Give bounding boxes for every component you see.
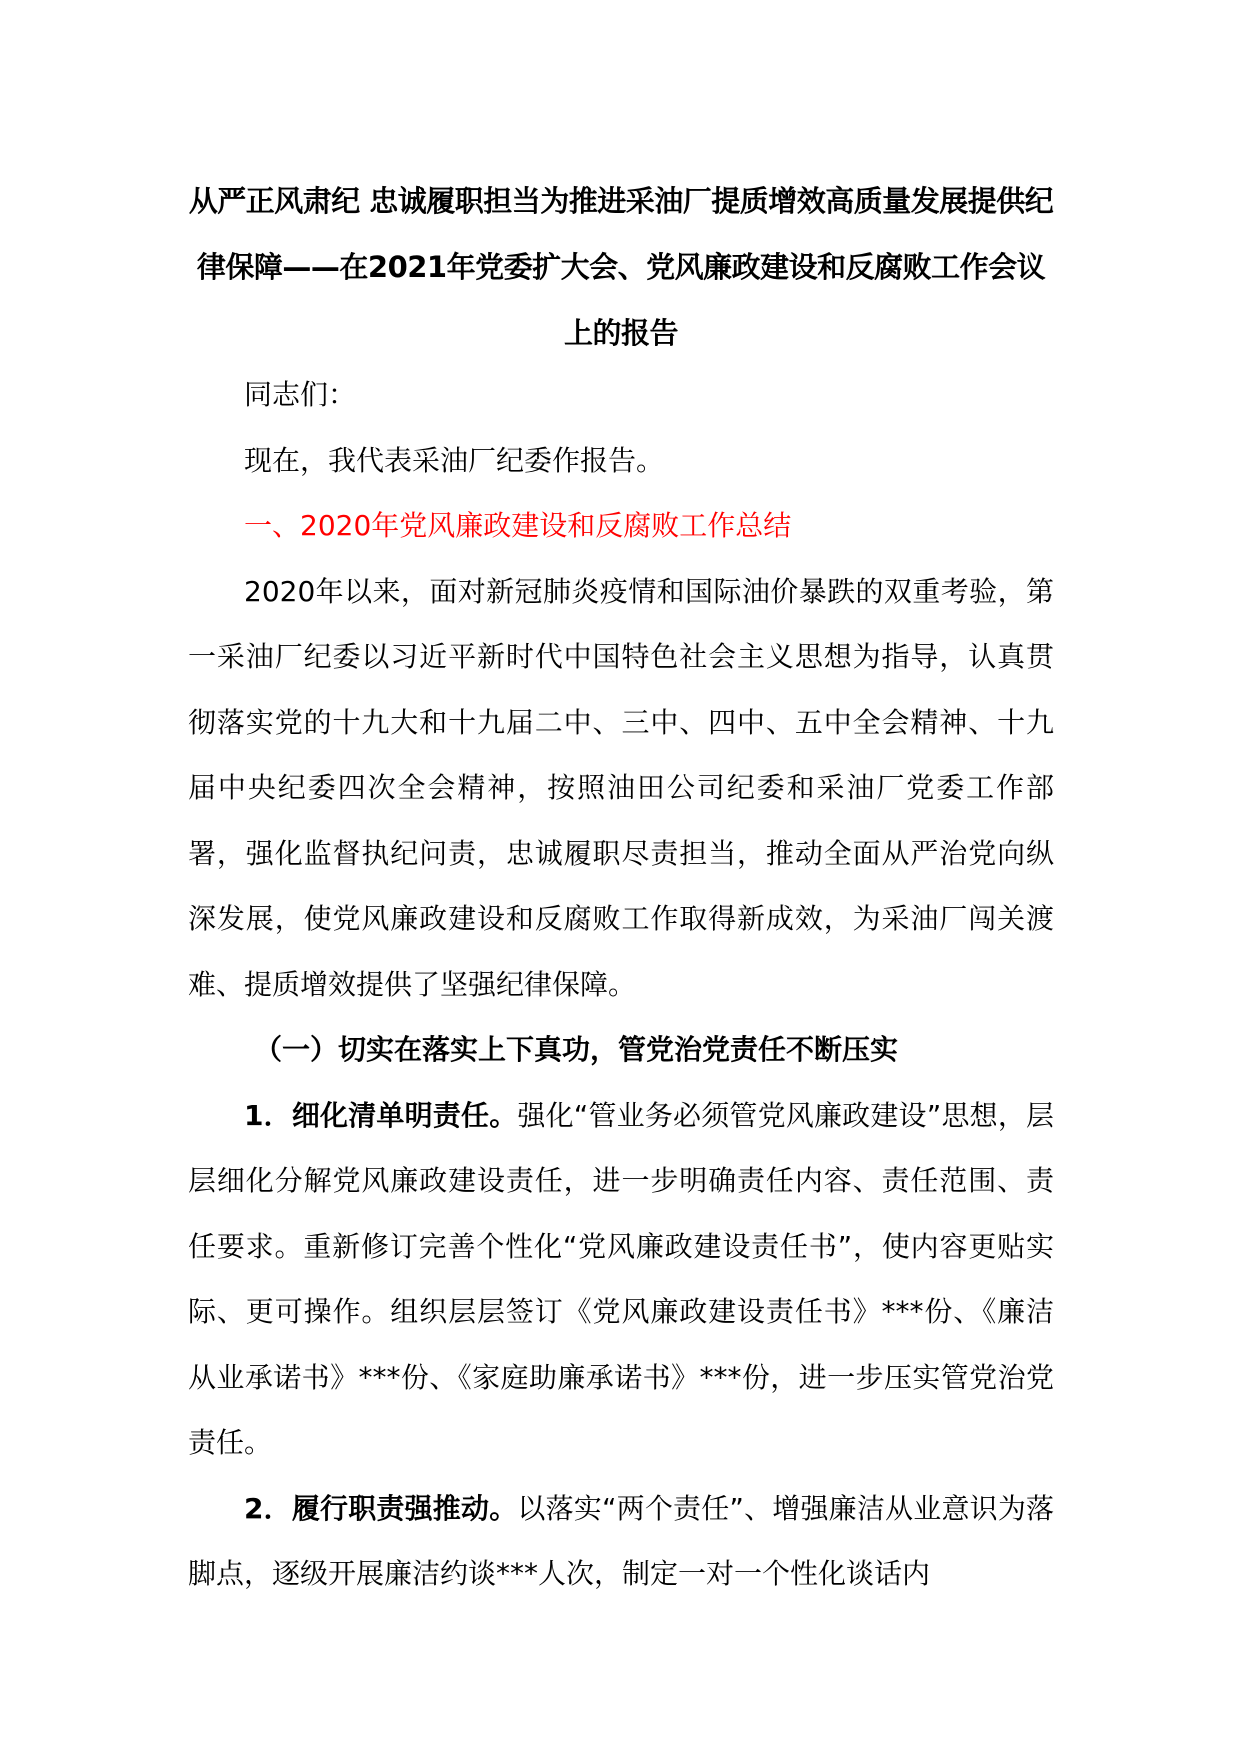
- item-body-2: 以落实“两个责任”、增强廉洁从业意识为落脚点，逐级开展廉洁约谈***人次，制定一对一个性化谈话内: [188, 1491, 1055, 1590]
- subsection-heading: （一）切实在落实上下真功，管党治党责任不断压实: [254, 1033, 899, 1066]
- summary-paragraph: 2020年以来，面对新冠肺炎疫情和国际油价暴跌的双重考验，第一采油厂纪委以习近平新时代中国特色社会主义思想为指导，认真贯彻落实党的十九大和十九届二中、三中、四中、五中全会精神、十九届中央纪委四次全会精神，按照油田公司纪委和采油厂党委工作部署，强化监督执纪问责，忠诚履职尽责担当，推动全面从严治党向纵深发展，使党风廉政建设和反腐败工作取得新成效，为采油厂闯关渡难、提质增效提供了坚强纪律保障。: [188, 574, 1054, 1001]
- item-lead-2: 2．履行职责强推动。: [244, 1491, 518, 1525]
- item-body-1: 强化“管业务必须管党风廉政建设”思想，层层细化分解党风廉政建设责任，进一步明确责任内容、责任范围、责任要求。重新修订完善个性化“党风廉政建设责任书”，使内容更贴实际、更可操作。组织层层签订《党风廉政建设责任书》***份、《廉洁从业承诺书》***份、《家庭助廉承诺书》***份，进一步压实管党治党责任。: [188, 1098, 1055, 1459]
- section-heading: 一、2020年党风廉政建设和反腐败工作总结: [244, 509, 792, 542]
- document-title: 从严正风肃纪 忠诚履职担当为推进采油厂提质增效高质量发展提供纪律保障——在2021年党委扩大会、党风廉政建设和反腐败工作会议上的报告: [188, 184, 1054, 350]
- item-paragraph-2: [188, 1476, 1054, 1607]
- document-body: [188, 362, 1054, 1607]
- salutation: 同志们：: [244, 378, 357, 411]
- item-lead-1: 1．细化清单明责任。: [244, 1098, 518, 1132]
- intro-paragraph: 现在，我代表采油厂纪委作报告。: [244, 443, 665, 477]
- item-paragraph-1: [188, 1083, 1054, 1476]
